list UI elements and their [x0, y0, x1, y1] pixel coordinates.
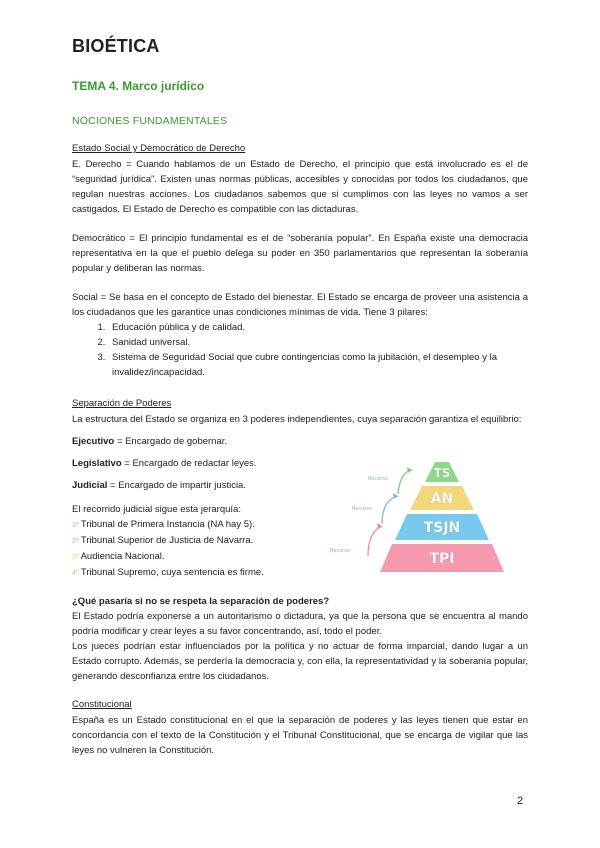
- poder-legislativo: Legislativo = Encargado de redactar leyes.: [72, 458, 257, 469]
- recurso-label: Recurso: [368, 476, 388, 482]
- pyramid-label: TS: [433, 466, 451, 480]
- list-item: 3. Sistema de Seguridad Social que cubre contingencias como la jubilación, el desempleo y la invalidez/incapacidad.: [108, 350, 528, 380]
- document-title: BIOÉTICA: [72, 36, 160, 56]
- tier-1: 1º Tribunal de Primera Instancia (NA hay 5).: [72, 519, 255, 530]
- subheading-estado: Estado Social y Democrático de Derecho: [72, 143, 246, 154]
- topic-heading: TEMA 4. Marco jurídico: [72, 79, 205, 93]
- paragraph-derecho: E. Derecho = Cuando hablamos de un Estado de Derecho, el principio que está involucrado es el de “seguridad jurídica”. Existen unas normas públicas, accesibles y conocidas por todos los ciudadanos, que regulan nuestras acciones. Los ciudadanos sabemos que si cumplimos con las leyes no vamos a ser castigados. El Estado de Derecho es compatible con las dictaduras.: [72, 159, 528, 215]
- recurso-arrow: [398, 470, 412, 494]
- document-page: [72, 36, 528, 758]
- pyramid-label: TSJN: [423, 520, 461, 536]
- paragraph-social: Social = Se basa en el concepto de Estado del bienestar. El Estado se encarga de proveer una asistencia a los ciudadanos que les garantice unas condiciones mínimas de vida. Tiene 3 pilares:: [72, 292, 528, 318]
- section-heading: NOCIONES FUNDAMENTALES: [72, 115, 228, 127]
- pilares-list: [72, 320, 528, 380]
- recurso-label: Recurso: [352, 506, 372, 512]
- subheading-constitucional: Constitucional: [72, 699, 132, 710]
- subheading-poderes: Separación de Poderes: [72, 398, 172, 409]
- recurso-label: Recurso: [330, 548, 350, 554]
- question-heading: ¿Qué pasaría si no se respeta la separación de poderes?: [72, 596, 330, 607]
- tier-3: 3º Audiencia Nacional.: [72, 551, 165, 562]
- pyramid-label: TPI: [429, 551, 455, 567]
- pyramid-label: AN: [430, 491, 454, 507]
- poder-ejecutivo: Ejecutivo = Encargado de gobernar.: [72, 436, 228, 447]
- answer-paragraph-2: Los jueces podrían estar influenciados por la política y no actuar de forma imparcial, dando lugar a un Estado corrupto. Además, se perdería la democracia y, con ella, la representatividad y la soberanía popular, generando desconfianza entre los ciudadanos.: [72, 641, 528, 682]
- page-number: 2: [517, 795, 524, 807]
- answer-paragraph-1: El Estado podría exponerse a un autoritarismo o dictadura, ya que la persona que se encuentra al mando podría modificar y crear leyes a su favor concentrando, así, todo el poder.: [72, 611, 528, 637]
- paragraph-poderes-intro: La estructura del Estado se organiza en 3 poderes independientes, cuya separación garantiza el equilibrio:: [72, 414, 522, 425]
- poder-judicial: Judicial = Encargado de impartir justicia.: [72, 480, 246, 491]
- paragraph-constitucional: España es un Estado constitucional en el que la separación de poderes y las leyes tienen que estar en concordancia con el texto de la Constitución y el Tribunal Constitucional, que se encarga de vigilar que las leyes no vulneren la Constitución.: [72, 715, 528, 756]
- paragraph-democratico: Democrático = El principio fundamental es el de “soberanía popular”. En España existe una democracia representativa en la que el pueblo delega su poder en 350 parlamentarios que representan la soberanía popular y deliberan las normas.: [72, 233, 528, 274]
- tier-4: 4º Tribunal Supremo, cuya sentencia es firme.: [72, 567, 264, 578]
- court-pyramid-diagram: [324, 448, 524, 588]
- list-item: 2. Sanidad universal.: [108, 335, 528, 350]
- recurso-arrow: [368, 526, 382, 556]
- recorrido-text: El recorrido judicial sigue esta jerarquía:: [72, 504, 241, 515]
- recurso-arrow: [382, 496, 398, 524]
- list-item: 1. Educación pública y de calidad.: [108, 320, 528, 335]
- tier-2: 2º Tribunal Superior de Justicia de Navarra.: [72, 535, 254, 546]
